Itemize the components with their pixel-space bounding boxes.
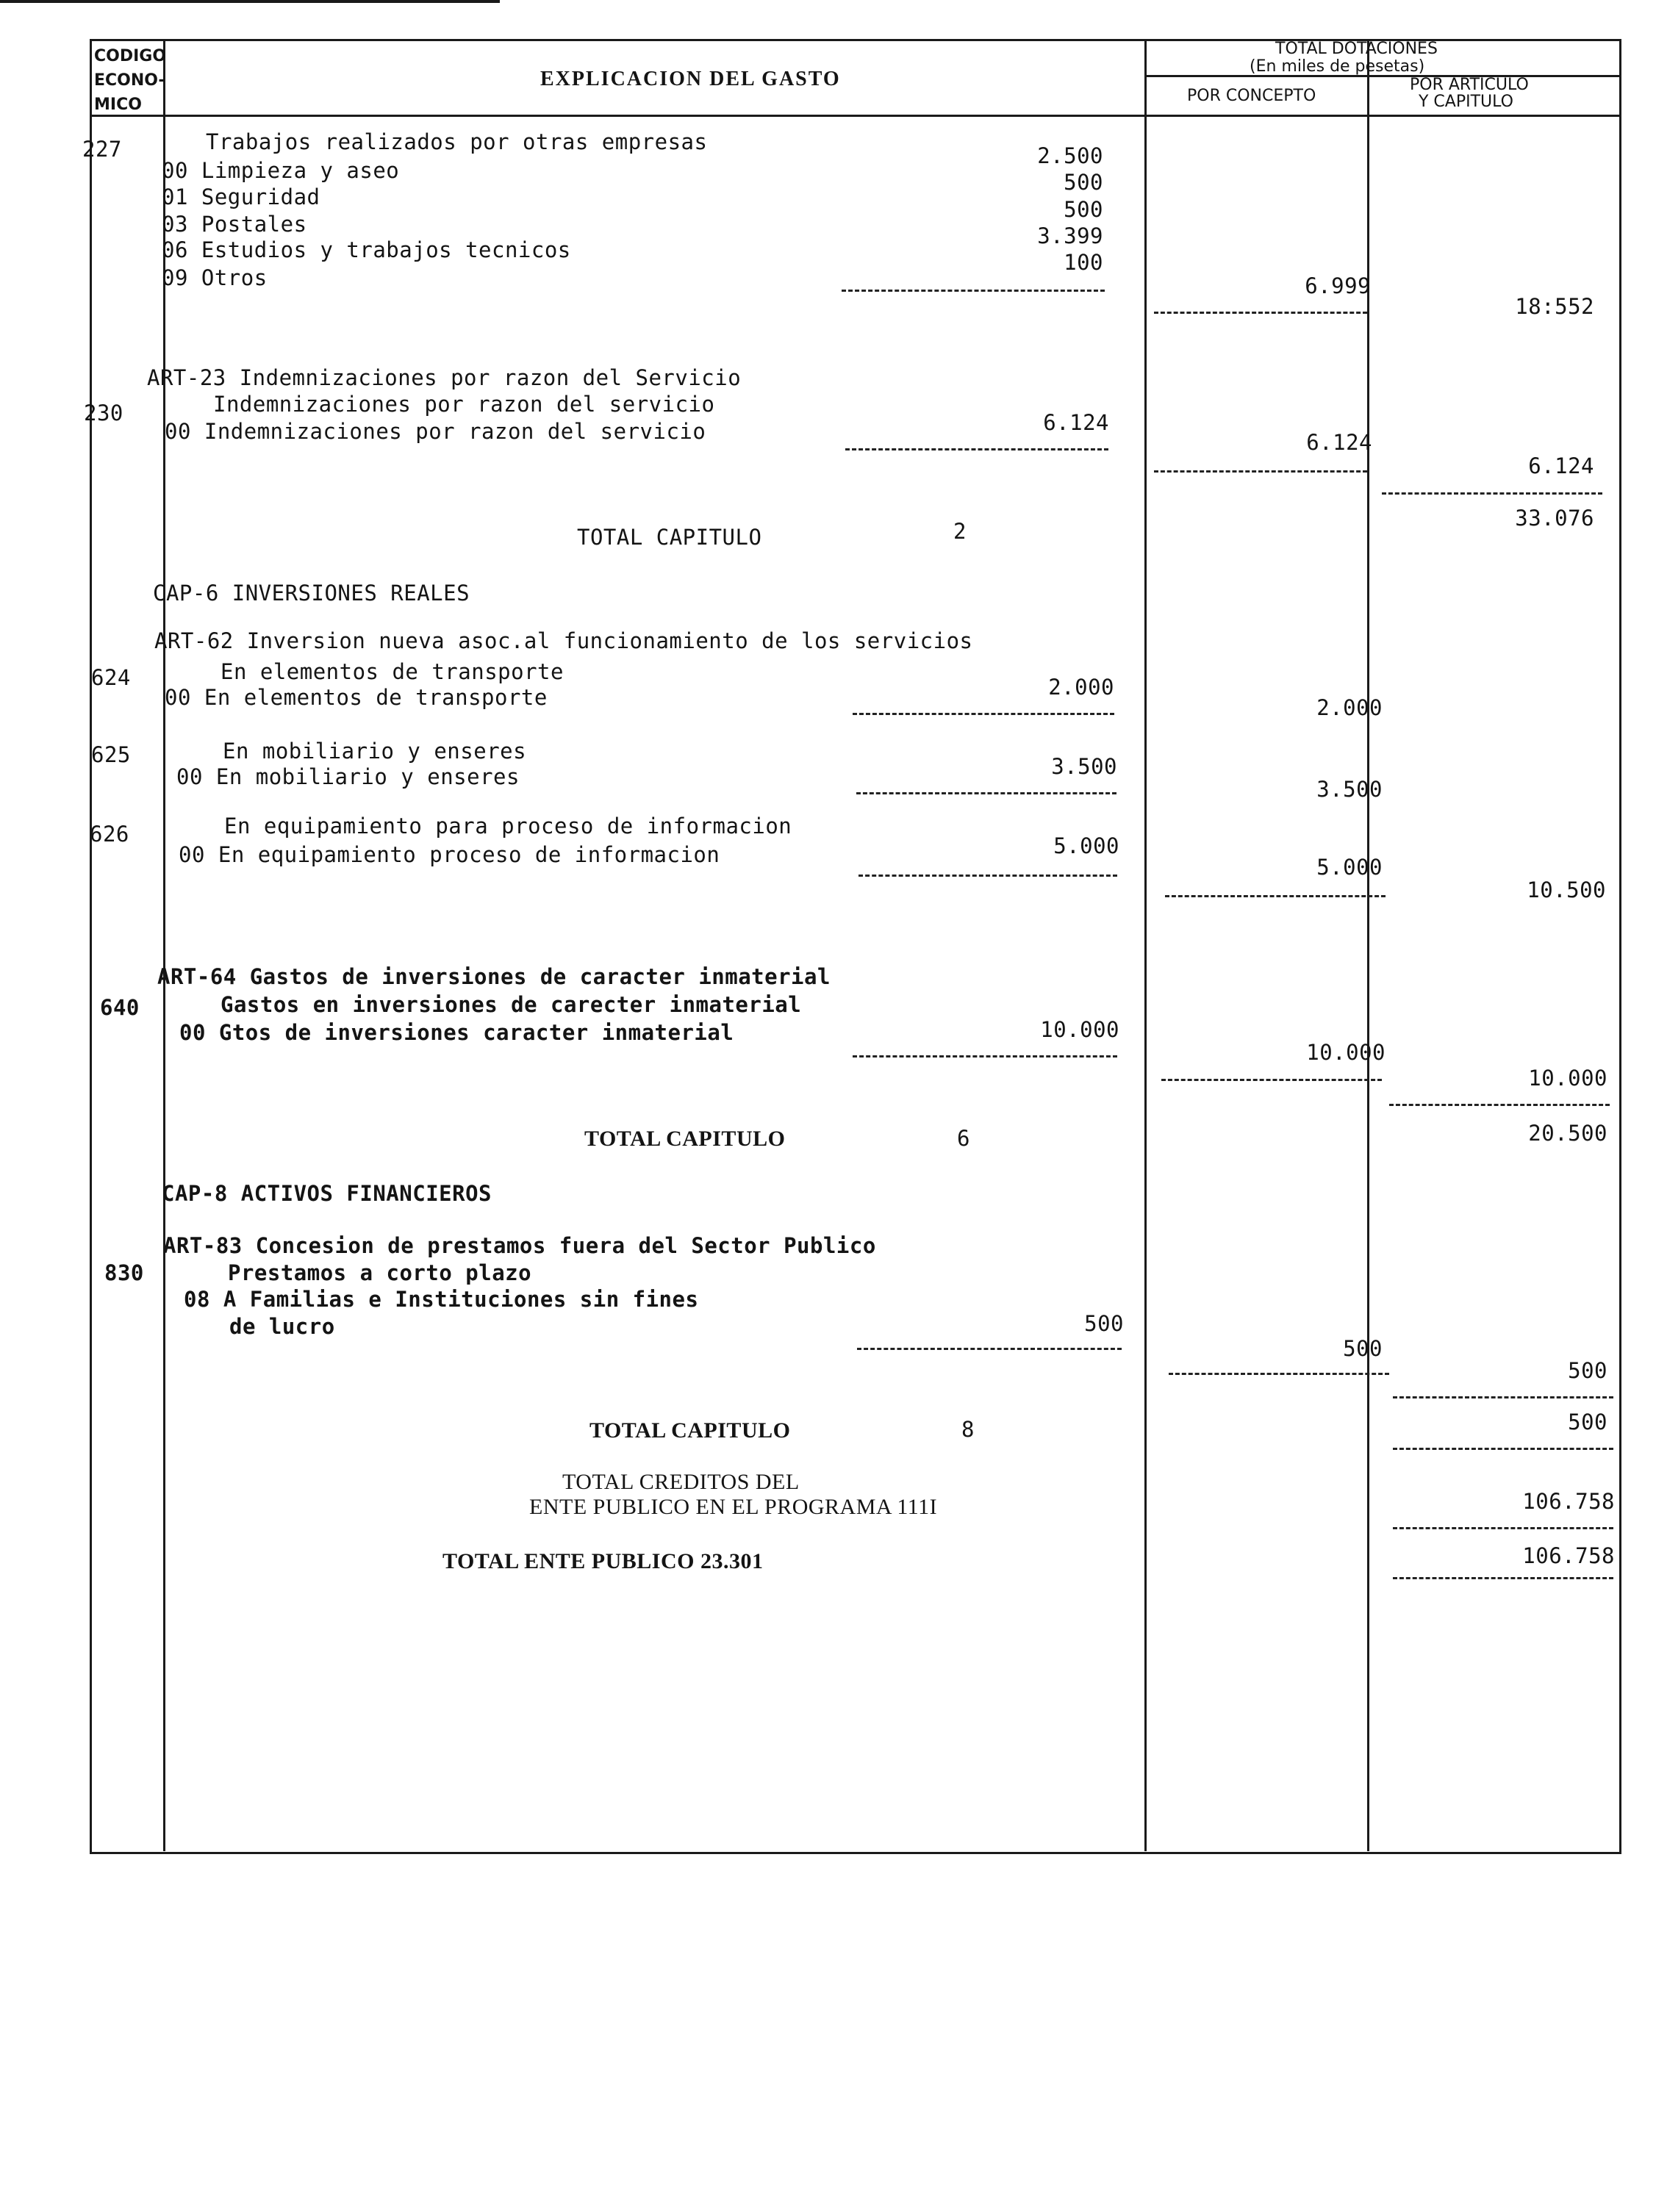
art-23-heading: ART-23 Indemnizaciones por razon del Servicio [147, 365, 742, 390]
art-83-heading: ART-83 Concesion de prestamos fuera del Sector Publico [163, 1233, 876, 1258]
value-227-03: 500 [1064, 197, 1103, 222]
concept-227-title: Trabajos realizados por otras empresas [206, 129, 708, 154]
explanation-column-divider [1144, 39, 1147, 1851]
code-625: 625 [91, 742, 131, 767]
table-frame [90, 39, 1621, 1854]
line-624-00: 00 En elementos de transporte [165, 685, 548, 710]
total-capitulo-2-label: TOTAL CAPITULO [577, 525, 762, 550]
articulo-640: 10.000 [1528, 1066, 1607, 1091]
concept-230-title: Indemnizaciones por razon del servicio [213, 392, 715, 417]
line-227-06: 06 Estudios y trabajos tecnicos [162, 237, 571, 262]
total-capitulo-2-number: 2 [953, 519, 967, 544]
total-ente-publico-value: 106.758 [1522, 1543, 1615, 1568]
value-625-00: 3.500 [1051, 754, 1117, 779]
concepto-624: 2.000 [1316, 695, 1383, 720]
total-creditos-line-1: TOTAL CREDITOS DEL [562, 1470, 800, 1494]
art-62-heading: ART-62 Inversion nueva asoc.al funcionamiento de los servicios [154, 628, 973, 653]
subtotal-rule-625 [856, 792, 1116, 794]
subtotal-rule-640 [853, 1055, 1117, 1057]
explanation-header: EXPLICACION DEL GASTO [540, 68, 841, 90]
total-ente-publico: TOTAL ENTE PUBLICO 23.301 [442, 1549, 764, 1573]
total-capitulo-8-value: 500 [1568, 1410, 1607, 1434]
header-bottom-rule [90, 115, 1619, 117]
total-creditos-value: 106.758 [1522, 1489, 1615, 1514]
code-header-line-2: ECONO- [94, 71, 165, 90]
line-830-08: 08 A Familias e Instituciones sin fines [184, 1287, 699, 1312]
por-concepto-header: POR CONCEPTO [1187, 87, 1316, 105]
miles-pesetas-header: (En miles de pesetas) [1250, 57, 1425, 76]
value-227-01: 500 [1064, 170, 1103, 195]
articulo-rule-230 [1382, 492, 1602, 495]
concept-626-title: En equipamiento para proceso de informacion [224, 814, 792, 839]
value-626-00: 5.000 [1053, 833, 1119, 858]
value-230-00: 6.124 [1043, 410, 1109, 435]
value-624-00: 2.000 [1048, 675, 1114, 700]
top-rule [0, 0, 500, 3]
articulo-830: 500 [1568, 1358, 1607, 1383]
concepto-230: 6.124 [1306, 430, 1372, 455]
concept-624-title: En elementos de transporte [221, 659, 564, 684]
concepto-rule-230 [1154, 470, 1367, 473]
line-626-00: 00 En equipamiento proceso de informacion [179, 842, 720, 867]
total-capitulo-6-label: TOTAL CAPITULO [584, 1127, 786, 1151]
art-64-heading: ART-64 Gastos de inversiones de caracter inmaterial [157, 964, 831, 989]
value-227-00: 2.500 [1037, 143, 1103, 168]
value-227-09: 100 [1064, 250, 1103, 275]
code-830: 830 [104, 1260, 144, 1285]
value-227-06: 3.399 [1037, 223, 1103, 248]
line-830-08-cont: de lucro [229, 1314, 335, 1339]
code-230: 230 [84, 401, 123, 425]
total-capitulo-6-number: 6 [957, 1126, 970, 1151]
total-capitulo-2-value: 33.076 [1515, 506, 1594, 531]
subtotal-rule-830 [857, 1348, 1122, 1350]
line-227-00: 00 Limpieza y aseo [162, 158, 400, 183]
total-dotaciones-header: TOTAL DOTACIONES [1275, 40, 1438, 58]
concept-640-title: Gastos en inversiones de carecter inmaterial [221, 992, 802, 1017]
total-creditos-rule [1393, 1527, 1613, 1529]
code-header-line-3: MICO [94, 96, 142, 114]
concepto-640: 10.000 [1306, 1040, 1386, 1065]
concepto-626: 5.000 [1316, 855, 1383, 880]
articulo-rule-640 [1389, 1104, 1610, 1106]
y-capitulo-header: Y CAPITULO [1419, 93, 1513, 111]
articulo-rule-cap8 [1393, 1448, 1613, 1450]
concepto-column-divider [1367, 39, 1369, 1851]
line-227-03: 03 Postales [162, 212, 307, 237]
concepto-rule-227 [1154, 312, 1367, 314]
code-227: 227 [82, 137, 122, 162]
subtotal-rule-624 [853, 713, 1114, 715]
articulo-rule-830 [1393, 1396, 1613, 1398]
line-227-01: 01 Seguridad [162, 184, 320, 209]
articulo-art62: 10.500 [1527, 877, 1606, 902]
total-creditos-line-2: ENTE PUBLICO EN EL PROGRAMA 111I [529, 1495, 938, 1519]
value-640-00: 10.000 [1040, 1017, 1119, 1042]
concepto-rule-art62 [1165, 895, 1386, 897]
concepto-rule-830 [1169, 1373, 1389, 1375]
code-640: 640 [100, 995, 140, 1020]
total-capitulo-8-label: TOTAL CAPITULO [589, 1418, 791, 1443]
articulo-230: 6.124 [1528, 453, 1594, 478]
subtotal-rule-230 [845, 448, 1108, 450]
cap-6-heading: CAP-6 INVERSIONES REALES [153, 581, 470, 606]
concept-625-title: En mobiliario y enseres [223, 739, 527, 764]
por-articulo-header: POR ARTICULO [1410, 76, 1529, 94]
code-header-line-1: CODIGO [94, 47, 167, 65]
line-640-00: 00 Gtos de inversiones caracter inmaterial [179, 1020, 734, 1045]
articulo-227: 18:552 [1515, 294, 1594, 319]
subtotal-rule-227 [842, 290, 1105, 292]
cap-8-heading: CAP-8 ACTIVOS FINANCIEROS [162, 1181, 492, 1206]
total-capitulo-8-number: 8 [961, 1417, 975, 1442]
line-230-00: 00 Indemnizaciones por razon del servicio [165, 419, 706, 444]
line-625-00: 00 En mobiliario y enseres [176, 764, 520, 789]
code-624: 624 [91, 665, 131, 690]
concepto-rule-640 [1161, 1079, 1382, 1081]
line-227-09: 09 Otros [162, 265, 268, 290]
concepto-227: 6.999 [1305, 273, 1371, 298]
concepto-625: 3.500 [1316, 777, 1383, 802]
total-ente-rule [1393, 1577, 1613, 1579]
concepto-830: 500 [1343, 1336, 1383, 1361]
value-830-08: 500 [1084, 1311, 1124, 1336]
subtotal-rule-626 [859, 875, 1117, 877]
code-column-divider [163, 39, 165, 1851]
total-capitulo-6-value: 20.500 [1528, 1121, 1607, 1146]
concept-830-title: Prestamos a corto plazo [228, 1260, 532, 1285]
code-626: 626 [90, 822, 129, 847]
